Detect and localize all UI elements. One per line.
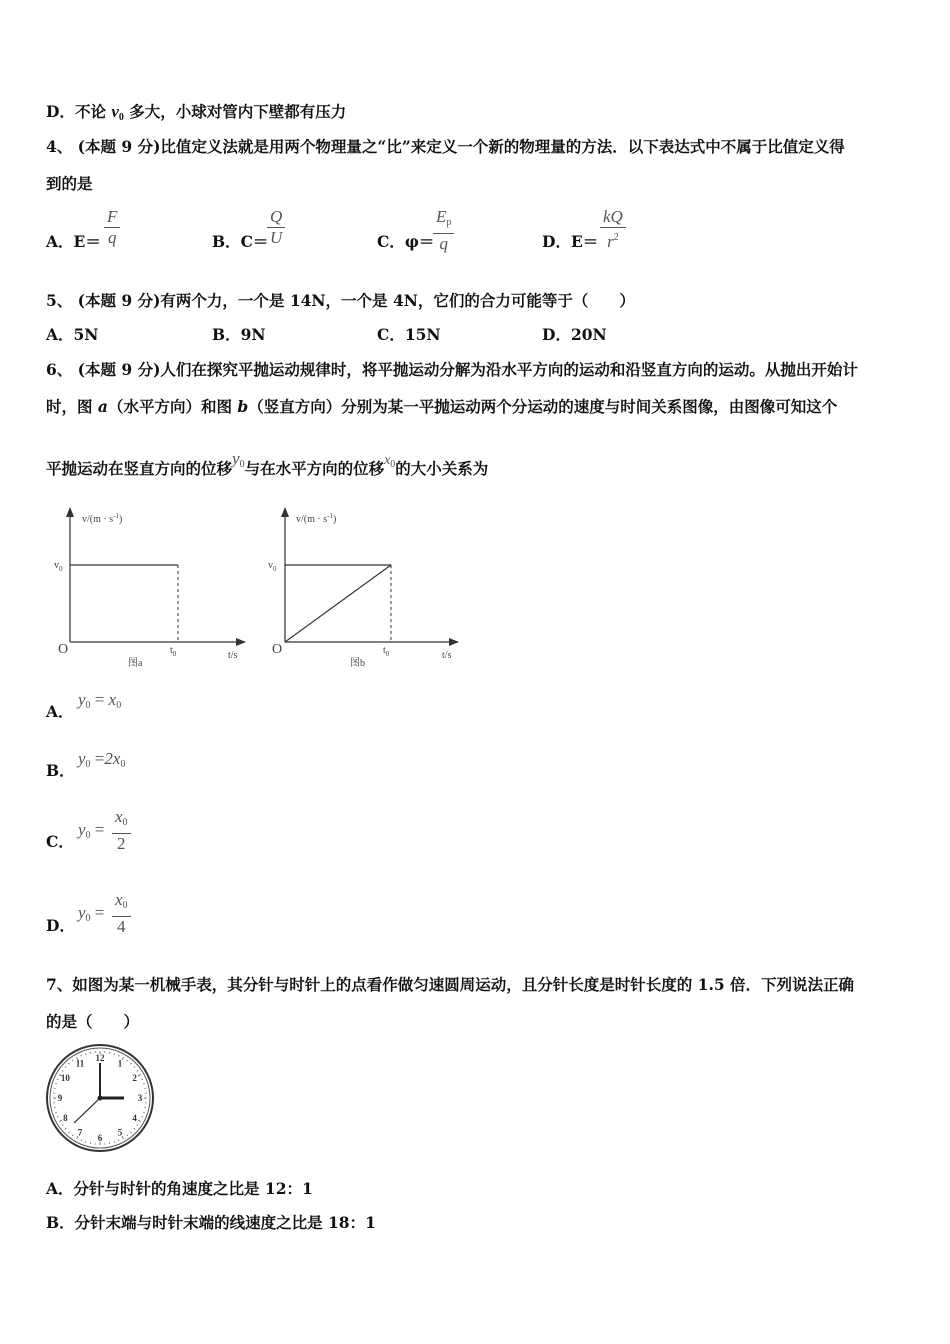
graph-a <box>54 508 245 669</box>
clock-number: 5 <box>117 1127 123 1138</box>
clock-second-hand <box>74 1098 100 1123</box>
clock-tick <box>119 1140 120 1141</box>
q5-option-c: C．15N <box>377 325 441 344</box>
q5-option-d: D．20N <box>542 325 607 344</box>
clock-tick <box>65 1067 66 1068</box>
rhs-sub: 0 <box>120 759 126 770</box>
clock-tick <box>130 1063 131 1064</box>
q6-option-b-label: B． <box>46 761 75 780</box>
clock-tick <box>69 1063 70 1064</box>
q6-stem-line1: 6、 (本题 9 分)人们在探究平抛运动规律时，将平抛运动分解为沿水平方向的运动和沿竖直方向的运动。从抛出开始计 <box>46 360 858 379</box>
q4-stem-line1: 4、 (本题 9 分)比值定义法就是用两个物理量之“比”来定义一个新的物理量的方法．以下表达式中不属于比值定义得 <box>46 137 845 156</box>
fraction-denominator: 2 <box>117 834 126 853</box>
clock-tick <box>57 1079 58 1080</box>
clock-tick <box>65 1128 66 1129</box>
clock-number: 10 <box>60 1073 70 1083</box>
var-main: x <box>384 453 391 468</box>
text: 时，图 <box>46 397 98 416</box>
var-sub: 0 <box>118 112 124 123</box>
q4-option-c-fraction <box>433 207 454 254</box>
rhs: x <box>108 690 117 709</box>
q5-option-a: A．5N <box>46 325 99 344</box>
graph-a-origin: O <box>58 642 69 657</box>
lhs: y <box>78 903 86 922</box>
q6-option-d-formula-lhs <box>78 903 104 924</box>
clock-tick <box>137 1125 138 1126</box>
num-sub: 0 <box>122 900 128 911</box>
equals: = <box>90 903 105 922</box>
text: 的大小关系为 <box>395 459 489 478</box>
clock-tick <box>81 1055 82 1056</box>
fraction-numerator <box>433 207 454 234</box>
graph-b <box>268 508 458 669</box>
text: 与在水平方向的位移 <box>244 459 385 478</box>
lhs-sub: 0 <box>85 759 91 770</box>
lhs: y <box>78 749 86 768</box>
graph-a-caption: 图a <box>128 658 143 669</box>
clock-tick <box>59 1120 62 1122</box>
num-main: x <box>115 890 123 909</box>
clock-number: 4 <box>132 1113 137 1123</box>
q4-option-d-label: D．E＝ <box>542 232 599 251</box>
clock-tick <box>138 1075 141 1077</box>
num-sub: p <box>446 217 452 228</box>
fraction-numerator <box>112 890 131 917</box>
fraction-denominator <box>600 228 626 252</box>
q3-option-d-var <box>111 102 124 121</box>
text: （水平方向）和图 <box>107 397 238 416</box>
fraction-denominator: 4 <box>117 917 126 936</box>
graph-a-x-label: t/s <box>228 650 238 661</box>
clock-number: 11 <box>75 1058 85 1069</box>
q5-option-b: B．9N <box>212 325 266 344</box>
clock-number: 12 <box>95 1053 105 1063</box>
text-italic: a <box>97 397 108 416</box>
lhs: y <box>78 820 86 839</box>
den-main: r <box>607 232 614 251</box>
graph-b-x-label: t/s <box>442 650 452 661</box>
var-y0 <box>232 449 245 468</box>
graph-b-v0-label: $v_0$ <box>268 560 277 573</box>
fraction-numerator <box>112 807 131 834</box>
lhs-sub: 0 <box>85 913 91 924</box>
var-main: y <box>232 449 240 468</box>
q3-option-d-rest: 多大，小球对管内下壁都有压力 <box>123 102 347 121</box>
q6-graphs <box>40 500 480 680</box>
clock-number: 9 <box>57 1093 63 1103</box>
fraction-denominator: q <box>439 234 448 253</box>
clock-tick <box>62 1125 63 1126</box>
clock-number: 8 <box>63 1113 68 1123</box>
var-v: v <box>111 102 119 121</box>
clock-tick <box>127 1060 128 1061</box>
graph-b-velocity-line <box>285 565 391 642</box>
rhs-sub: 0 <box>116 700 122 711</box>
clock-tick <box>130 1132 131 1133</box>
equals: = <box>90 820 105 839</box>
clock-number: 6 <box>97 1133 103 1143</box>
graph-a-y-label: $v/(m \cdot s^{-1})$ <box>82 512 123 525</box>
q4-stem-line2: 到的是 <box>46 174 93 193</box>
q4-option-b-fraction <box>267 207 285 248</box>
clock-tick <box>127 1135 128 1136</box>
q7-option-a: A．分针与时针的角速度之比是 12：1 <box>46 1179 313 1198</box>
clock-tick <box>72 1135 73 1136</box>
var-sub: 0 <box>239 459 245 470</box>
q3-option-d-prefix: D．不论 <box>46 102 112 121</box>
fraction-numerator: kQ <box>600 207 626 228</box>
graph-a-t0-label: $t_0$ <box>170 645 177 658</box>
text-italic: b <box>237 397 249 416</box>
num-main: E <box>436 207 447 226</box>
clock-tick <box>138 1120 141 1122</box>
num-main: x <box>115 807 123 826</box>
q7-clock <box>44 1043 156 1153</box>
q6-option-c-label: C． <box>46 832 74 851</box>
lhs: y <box>78 690 86 709</box>
fraction-denominator: q <box>107 228 117 247</box>
rhs: 2x <box>104 749 121 768</box>
clock-center <box>98 1096 103 1101</box>
q4-option-a-fraction <box>104 207 120 248</box>
clock-tick <box>62 1070 63 1071</box>
q3-option-d <box>46 102 346 128</box>
var-x0 <box>384 453 395 468</box>
graph-b-t0-label: $t_0$ <box>383 645 390 658</box>
clock-tick <box>142 1117 143 1118</box>
clock-number: 7 <box>77 1127 83 1138</box>
clock-tick <box>81 1140 82 1141</box>
q4-option-a-label: A．E＝ <box>46 232 101 251</box>
equals: = <box>90 690 109 709</box>
graph-b-origin: O <box>272 642 283 657</box>
q6-option-c-formula-lhs <box>78 820 104 841</box>
text: （竖直方向）分别为某一平抛运动两个分运动的速度与时间关系图像，由图像可知这个 <box>248 397 838 416</box>
clock-number: 3 <box>137 1093 143 1103</box>
equals: = <box>90 749 105 768</box>
text: 平抛运动在竖直方向的位移 <box>46 459 233 478</box>
graph-b-y-label: $v/(m \cdot s^{-1})$ <box>296 512 337 525</box>
q5-stem: 5、 (本题 9 分)有两个力，一个是 14N，一个是 4N，它们的合力可能等于（ ） <box>46 291 635 310</box>
q7-option-b: B．分针末端与时针末端的线速度之比是 18：1 <box>46 1213 376 1232</box>
clock-tick <box>72 1060 73 1061</box>
q6-option-d-fraction <box>112 890 131 937</box>
fraction-denominator: U <box>270 228 283 247</box>
clock-tick <box>142 1079 143 1080</box>
clock-tick <box>134 1128 135 1129</box>
clock-tick <box>137 1070 138 1071</box>
clock-tick <box>57 1117 58 1118</box>
lhs-sub: 0 <box>85 700 91 711</box>
clock-tick <box>134 1067 135 1068</box>
den-sup: 2 <box>613 232 619 243</box>
graph-b-caption: 图b <box>350 658 365 669</box>
q6-stem-line3 <box>46 449 489 485</box>
clock-number: 1 <box>117 1058 123 1069</box>
q7-stem-line1: 7、如图为某一机械手表，其分针与时针上的点看作做匀速圆周运动，且分针长度是时针长度的 1.5 倍．下列说法正确 <box>46 975 855 994</box>
q6-option-a-label: A． <box>46 702 74 721</box>
var-sub: 0 <box>390 459 396 470</box>
q6-option-a-formula <box>78 690 121 711</box>
fraction-numerator: F <box>104 207 120 228</box>
q6-option-b-formula <box>78 749 125 770</box>
q4-option-d-fraction <box>600 207 626 252</box>
q6-stem-line2 <box>46 397 837 417</box>
clock-tick <box>119 1055 120 1056</box>
lhs-sub: 0 <box>85 830 91 841</box>
clock-tick <box>69 1132 70 1133</box>
graph-a-v0-label: $v_0$ <box>54 560 63 573</box>
q4-option-c-label: C．φ＝ <box>377 232 435 251</box>
clock-number: 2 <box>132 1073 137 1083</box>
fraction-numerator: Q <box>267 207 285 228</box>
q6-option-c-fraction <box>112 807 131 854</box>
q4-option-b-label: B．C＝ <box>212 232 269 251</box>
num-sub: 0 <box>122 817 128 828</box>
q6-option-d-label: D． <box>46 916 75 935</box>
q7-stem-line2: 的是（ ） <box>46 1012 140 1031</box>
